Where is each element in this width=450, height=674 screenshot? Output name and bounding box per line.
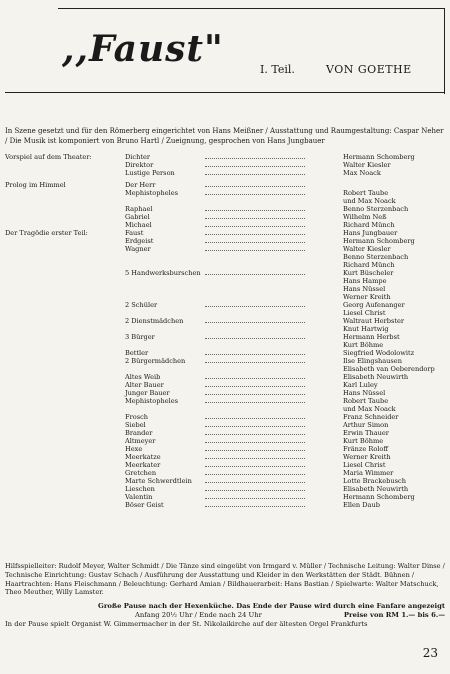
staff-credits <box>5 562 445 597</box>
cast-row <box>5 181 445 189</box>
cast-row <box>5 285 445 293</box>
cast-actor: Hans Jungbauer <box>343 229 398 237</box>
cast-actor: Hans Hampe <box>343 277 387 285</box>
cast-row <box>5 261 445 269</box>
leader-dots <box>205 194 305 195</box>
cast-actor: Elisabeth Neuwirth <box>343 485 409 493</box>
cast-row <box>5 237 445 245</box>
cast-role: Dichter <box>125 153 151 161</box>
leader-dots <box>205 394 305 395</box>
leader-dots <box>205 250 305 251</box>
cast-row <box>5 153 445 161</box>
cast-actor: Karl Luley <box>343 381 378 389</box>
cast-role: Meerkater <box>125 461 161 469</box>
title-rule <box>5 92 444 93</box>
leader-dots <box>205 218 305 219</box>
play-title: ,,Faust" <box>62 28 224 70</box>
cast-role: Böser Geist <box>125 501 164 509</box>
cast-actor: und Max Noack <box>343 197 396 205</box>
leader-dots <box>205 458 305 459</box>
cast-row <box>5 493 445 501</box>
leader-dots <box>205 234 305 235</box>
cast-role: Lustige Person <box>125 169 175 177</box>
leader-dots <box>205 274 305 275</box>
leader-dots <box>205 442 305 443</box>
page-number: 23 <box>422 646 438 660</box>
leader-dots <box>205 450 305 451</box>
cast-role: 5 Handwerksburschen <box>125 269 201 277</box>
cast-row <box>5 389 445 397</box>
cast-role: Erdgeist <box>125 237 154 245</box>
leader-dots <box>205 402 305 403</box>
author-label: VON GOETHE <box>326 63 412 76</box>
leader-dots <box>205 174 305 175</box>
cast-row <box>5 357 445 365</box>
cast-row <box>5 309 445 317</box>
cast-actor: Werner Kreith <box>343 453 391 461</box>
cast-actor: und Max Noack <box>343 405 396 413</box>
leader-dots <box>205 474 305 475</box>
cast-row <box>5 221 445 229</box>
cast-row <box>5 437 445 445</box>
leader-dots <box>205 418 305 419</box>
cast-row <box>5 293 445 301</box>
cast-actor: Arthur Simon <box>343 421 389 429</box>
cast-actor: Ellen Daub <box>343 501 380 509</box>
cast-role: Raphael <box>125 205 153 213</box>
cast-row <box>5 421 445 429</box>
cast-row <box>5 405 445 413</box>
cast-actor: Hermann Schomberg <box>343 153 415 161</box>
cast-actor: Fränze Roloff <box>343 445 389 453</box>
leader-dots <box>205 426 305 427</box>
cast-actor: Max Noack <box>343 169 381 177</box>
cast-row <box>5 445 445 453</box>
staff-credits-text: Hilfsspielleiter: Rudolf Meyer, Walter Schmidt / Die Tänze sind eingeübt von Irmgard v. Müller / Technische Leitung: Walter Dinse / Technische Einrichtung: Gustav Schach / Ausführung der Ausstattung und Kleider in den Werkstätten der Städt. Bühnen / Haartrachten: Hans Fleischmann / Beleuchtung: Gerhard Amian / Bildhauerarbeit: Hans Bastian / Spielwarte: Walter Matschuck, Theo Meuther, Willy Lamster. <box>5 562 445 597</box>
cast-row <box>5 453 445 461</box>
performance-info <box>5 602 445 629</box>
cast-actor: Franz Schneider <box>343 413 399 421</box>
leader-dots <box>205 242 305 243</box>
cast-role: Direktor <box>125 161 154 169</box>
cast-role: Frosch <box>125 413 149 421</box>
leader-dots <box>205 506 305 507</box>
ticket-prices: Preise von RM 1.— bis 6.— <box>343 611 445 619</box>
leader-dots <box>205 378 305 379</box>
cast-section: Prolog im Himmel <box>5 181 66 189</box>
cast-role: Faust <box>125 229 144 237</box>
cast-row <box>5 349 445 357</box>
cast-actor: Hermann Schomberg <box>343 493 415 501</box>
cast-row <box>5 301 445 309</box>
cast-actor: Richard Münch <box>343 221 395 229</box>
cast-actor: Wilhelm Neß <box>343 213 387 221</box>
cast-actor: Hans Nüssel <box>343 285 386 293</box>
cast-list <box>5 153 445 509</box>
cast-role: Der Herr <box>125 181 156 189</box>
cast-actor: Waltraut Herbster <box>343 317 405 325</box>
cast-role: Mephistopheles <box>125 189 178 197</box>
cast-row <box>5 333 445 341</box>
cast-actor: Hermann Herbst <box>343 333 400 341</box>
leader-dots <box>205 226 305 227</box>
cast-actor: Benno Sterzenbach <box>343 253 409 261</box>
cast-actor: Robert Taube <box>343 189 389 197</box>
cast-role: Altmeyer <box>125 437 156 445</box>
cast-role: Meerkatze <box>125 453 161 461</box>
cast-row <box>5 413 445 421</box>
cast-actor: Ilse Elingshausen <box>343 357 402 365</box>
cast-role: 2 Dienstmädchen <box>125 317 184 325</box>
cast-actor: Georg Aufenanger <box>343 301 405 309</box>
cast-actor: Knut Hartwig <box>343 325 389 333</box>
cast-role: 3 Bürger <box>125 333 155 341</box>
cast-row <box>5 253 445 261</box>
cast-actor: Werner Kreith <box>343 293 391 301</box>
cast-row <box>5 373 445 381</box>
pause-note: Große Pause nach der Hexenküche. Das Ende der Pause wird durch eine Fanfare angezeigt <box>98 602 445 610</box>
leader-dots <box>205 306 305 307</box>
cast-row <box>5 429 445 437</box>
cast-actor: Walter Kiesler <box>343 161 391 169</box>
cast-row <box>5 269 445 277</box>
cast-role: 2 Schüler <box>125 301 158 309</box>
leader-dots <box>205 186 305 187</box>
cast-row <box>5 189 445 197</box>
cast-role: Gretchen <box>125 469 157 477</box>
cast-actor: Lotte Brackebusch <box>343 477 406 485</box>
cast-role: Gabriel <box>125 213 150 221</box>
leader-dots <box>205 322 305 323</box>
leader-dots <box>205 354 305 355</box>
cast-role: 2 Bürgermädchen <box>125 357 186 365</box>
leader-dots <box>205 466 305 467</box>
cast-row <box>5 205 445 213</box>
cast-role: Wagner <box>125 245 151 253</box>
cast-row <box>5 469 445 477</box>
cast-row <box>5 169 445 177</box>
cast-actor: Erwin Thauer <box>343 429 389 437</box>
cast-row <box>5 213 445 221</box>
leader-dots <box>205 434 305 435</box>
cast-actor: Kurt Böhme <box>343 437 384 445</box>
part-label: I. Teil. <box>260 63 295 76</box>
cast-role: Valentin <box>125 493 153 501</box>
cast-row <box>5 397 445 405</box>
cast-actor: Siegfried Wodolowitz <box>343 349 415 357</box>
cast-row <box>5 197 445 205</box>
cast-row <box>5 365 445 373</box>
production-credits: In Szene gesetzt und für den Römerberg eingerichtet von Hans Meißner / Ausstattung und Raumgestaltung: Caspar Neher / Die Musik ist komponiert von Bruno Hartl / Zueignung, gesprochen von Hans Jungbauer <box>5 127 444 145</box>
cast-role: Alter Bauer <box>125 381 164 389</box>
performance-times: Anfang 20½ Uhr / Ende nach 24 Uhr <box>135 611 262 619</box>
cast-actor: Robert Taube <box>343 397 389 405</box>
leader-dots <box>205 362 305 363</box>
cast-actor: Maria Wimmer <box>343 469 394 477</box>
cast-actor: Liesel Christ <box>343 309 386 317</box>
cast-row <box>5 277 445 285</box>
cast-row <box>5 245 445 253</box>
cast-role: Brander <box>125 429 153 437</box>
cast-role: Michael <box>125 221 152 229</box>
leader-dots <box>205 158 305 159</box>
leader-dots <box>205 482 305 483</box>
cast-actor: Kurt Büscheler <box>343 269 394 277</box>
cast-role: Siebel <box>125 421 146 429</box>
cast-actor: Hermann Schomberg <box>343 237 415 245</box>
cast-actor: Hans Nüssel <box>343 389 386 397</box>
cast-role: Marte Schwerdtlein <box>125 477 192 485</box>
leader-dots <box>205 490 305 491</box>
leader-dots <box>205 498 305 499</box>
cast-row <box>5 161 445 169</box>
cast-actor: Benno Sterzenbach <box>343 205 409 213</box>
cast-role: Hexe <box>125 445 143 453</box>
leader-dots <box>205 166 305 167</box>
cast-row <box>5 381 445 389</box>
cast-actor: Elisabeth Neuwirth <box>343 373 409 381</box>
cast-actor: Walter Kiesler <box>343 245 391 253</box>
cast-row <box>5 341 445 349</box>
cast-actor: Kurt Böhme <box>343 341 384 349</box>
cast-section: Der Tragödie erster Teil: <box>5 229 88 237</box>
cast-actor: Elisabeth van Oeberendorp <box>343 365 435 373</box>
cast-role: Bettler <box>125 349 149 357</box>
cast-role: Altes Weib <box>125 373 161 381</box>
leader-dots <box>205 386 305 387</box>
leader-dots <box>205 338 305 339</box>
leader-dots <box>205 210 305 211</box>
cast-section: Vorspiel auf dem Theater: <box>5 153 92 161</box>
cast-row <box>5 317 445 325</box>
cast-row <box>5 461 445 469</box>
cast-actor: Liesel Christ <box>343 461 386 469</box>
cast-row <box>5 325 445 333</box>
cast-role: Junger Bauer <box>125 389 170 397</box>
cast-row <box>5 477 445 485</box>
cast-role: Mephistopheles <box>125 397 178 405</box>
cast-row <box>5 485 445 493</box>
cast-role: Lieschen <box>125 485 155 493</box>
cast-row <box>5 501 445 509</box>
cast-row <box>5 229 445 237</box>
cast-actor: Richard Münch <box>343 261 395 269</box>
organ-note: In der Pause spielt Organist W. Gimmermacher in der St. Nikolaikirche auf der ältesten Orgel Frankfurts <box>5 620 368 628</box>
